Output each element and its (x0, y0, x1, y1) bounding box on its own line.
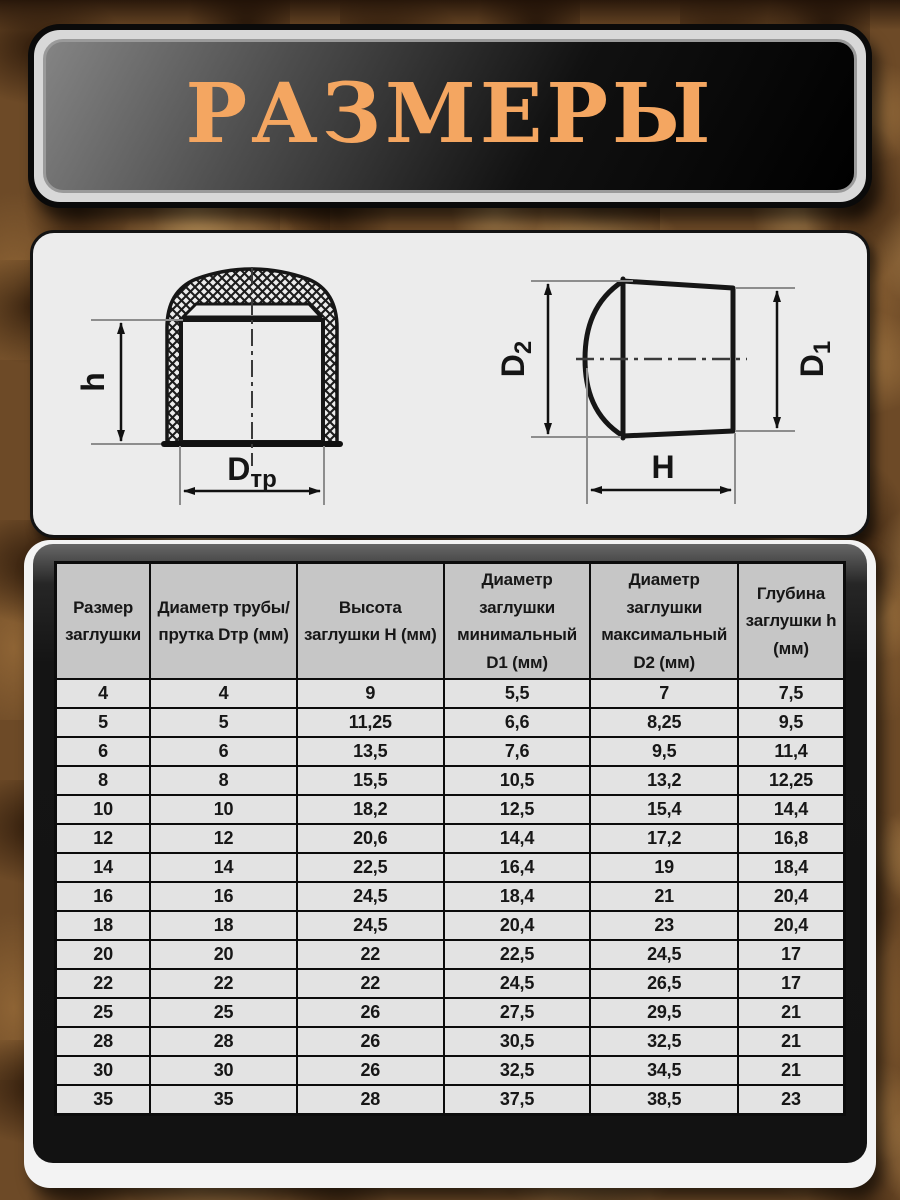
table-header-row (56, 563, 845, 680)
table-row (56, 911, 845, 940)
table-cell: 22 (56, 969, 151, 998)
table-row (56, 679, 845, 708)
table-cell: 24,5 (444, 969, 591, 998)
table-cell: 10 (56, 795, 151, 824)
table-frame (33, 544, 867, 1163)
table-cell: 14 (56, 853, 151, 882)
table-cell: 28 (56, 1027, 151, 1056)
table-cell: 29,5 (590, 998, 738, 1027)
table-cell: 25 (150, 998, 297, 1027)
table-cell: 15,4 (590, 795, 738, 824)
cap-dimension-diagrams (33, 233, 867, 535)
table-cell: 4 (56, 679, 151, 708)
table-row (56, 795, 845, 824)
table-cell: 16,4 (444, 853, 591, 882)
page-title: РАЗМЕРЫ (185, 66, 715, 162)
table-cell: 21 (738, 1056, 845, 1085)
table-row (56, 1027, 845, 1056)
table-cell: 20,6 (297, 824, 444, 853)
table-cell: 10 (150, 795, 297, 824)
table-cell: 32,5 (590, 1027, 738, 1056)
table-cell: 22,5 (444, 940, 591, 969)
table-cell: 5 (150, 708, 297, 737)
table-cell: 30,5 (444, 1027, 591, 1056)
table-row (56, 969, 845, 998)
table-cell: 35 (150, 1085, 297, 1114)
table-cell: 20,4 (738, 882, 845, 911)
table-cell: 30 (150, 1056, 297, 1085)
dimension-label-height: H (651, 449, 675, 485)
dimension-label-dtr: $D_{тр}$ (227, 451, 277, 493)
table-body (56, 679, 845, 1114)
table-cell: 16 (56, 882, 151, 911)
table-row (56, 940, 845, 969)
table-row (56, 1085, 845, 1114)
table-cell: 17,2 (590, 824, 738, 853)
table-row (56, 882, 845, 911)
table-cell: 8 (150, 766, 297, 795)
dimension-label-h: h (75, 372, 111, 392)
table-cell: 16 (150, 882, 297, 911)
table-cell: 8 (56, 766, 151, 795)
table-cell: 13,5 (297, 737, 444, 766)
table-row (56, 824, 845, 853)
table-cell: 5,5 (444, 679, 591, 708)
table-cell: 11,4 (738, 737, 845, 766)
table-cell: 18,4 (444, 882, 591, 911)
table-cell: 12,5 (444, 795, 591, 824)
table-cell: 12,25 (738, 766, 845, 795)
table-cell: 38,5 (590, 1085, 738, 1114)
table-cell: 22,5 (297, 853, 444, 882)
table-cell: 13,2 (590, 766, 738, 795)
header-pipe-diameter: Диаметр трубы/прутка Dтр (мм) (150, 563, 297, 680)
table-cell: 5 (56, 708, 151, 737)
table-cell: 9 (297, 679, 444, 708)
table-cell: 20,4 (738, 911, 845, 940)
table-cell: 6 (150, 737, 297, 766)
header-plug-height: Высота заглушки H (мм) (297, 563, 444, 680)
table-row (56, 998, 845, 1027)
table-cell: 16,8 (738, 824, 845, 853)
table-cell: 7,6 (444, 737, 591, 766)
table-cell: 27,5 (444, 998, 591, 1027)
table-cell: 7 (590, 679, 738, 708)
table-cell: 24,5 (297, 882, 444, 911)
table-cell: 20 (56, 940, 151, 969)
table-cell: 22 (297, 940, 444, 969)
table-cell: 20,4 (444, 911, 591, 940)
table-cell: 24,5 (297, 911, 444, 940)
table-cell: 19 (590, 853, 738, 882)
cap-side-view-diagram (495, 279, 836, 504)
table-cell: 30 (56, 1056, 151, 1085)
dimension-label-d2: $D_2$ (495, 340, 537, 378)
table-cell: 26 (297, 998, 444, 1027)
table-cell: 20 (150, 940, 297, 969)
table-cell: 32,5 (444, 1056, 591, 1085)
table-cell: 23 (738, 1085, 845, 1114)
table-cell: 21 (738, 998, 845, 1027)
table-cell: 12 (56, 824, 151, 853)
table-cell: 8,25 (590, 708, 738, 737)
table-cell: 21 (738, 1027, 845, 1056)
table-cell: 23 (590, 911, 738, 940)
table-row (56, 766, 845, 795)
table-cell: 34,5 (590, 1056, 738, 1085)
table-cell: 24,5 (590, 940, 738, 969)
table-cell: 14,4 (444, 824, 591, 853)
table-cell: 4 (150, 679, 297, 708)
table-cell: 12 (150, 824, 297, 853)
table-cell: 9,5 (590, 737, 738, 766)
header-plug-depth: Глубина заглушки h (мм) (738, 563, 845, 680)
table-cell: 7,5 (738, 679, 845, 708)
table-cell: 22 (150, 969, 297, 998)
table-cell: 18 (56, 911, 151, 940)
table-cell: 26 (297, 1027, 444, 1056)
table-cell: 25 (56, 998, 151, 1027)
table-cell: 26 (297, 1056, 444, 1085)
table-cell: 15,5 (297, 766, 444, 795)
table-cell: 17 (738, 940, 845, 969)
dimension-label-d1: $D_1$ (794, 340, 836, 378)
header-plug-diameter-max: Диаметр заглушки максимальный D2 (мм) (590, 563, 738, 680)
table-cell: 28 (150, 1027, 297, 1056)
diagrams-panel (30, 230, 870, 538)
table-cell: 6,6 (444, 708, 591, 737)
table-row (56, 853, 845, 882)
table-cell: 35 (56, 1085, 151, 1114)
table-cell: 21 (590, 882, 738, 911)
table-cell: 14,4 (738, 795, 845, 824)
table-cell: 17 (738, 969, 845, 998)
table-cell: 11,25 (297, 708, 444, 737)
table-cell: 9,5 (738, 708, 845, 737)
table-cell: 28 (297, 1085, 444, 1114)
table-panel (24, 540, 876, 1188)
header-plug-size: Размер заглушки (56, 563, 151, 680)
title-banner (28, 24, 872, 208)
table-cell: 10,5 (444, 766, 591, 795)
table-cell: 18 (150, 911, 297, 940)
table-cell: 18,2 (297, 795, 444, 824)
header-plug-diameter-min: Диаметр заглушки минимальный D1 (мм) (444, 563, 591, 680)
table-cell: 37,5 (444, 1085, 591, 1114)
title-banner-plate (43, 39, 857, 193)
table-cell: 26,5 (590, 969, 738, 998)
table-row (56, 737, 845, 766)
table-cell: 14 (150, 853, 297, 882)
table-row (56, 708, 845, 737)
table-row (56, 1056, 845, 1085)
table-cell: 18,4 (738, 853, 845, 882)
table-cell: 6 (56, 737, 151, 766)
dimensions-table (54, 561, 846, 1116)
cap-cross-section-diagram (75, 267, 340, 505)
table-cell: 22 (297, 969, 444, 998)
